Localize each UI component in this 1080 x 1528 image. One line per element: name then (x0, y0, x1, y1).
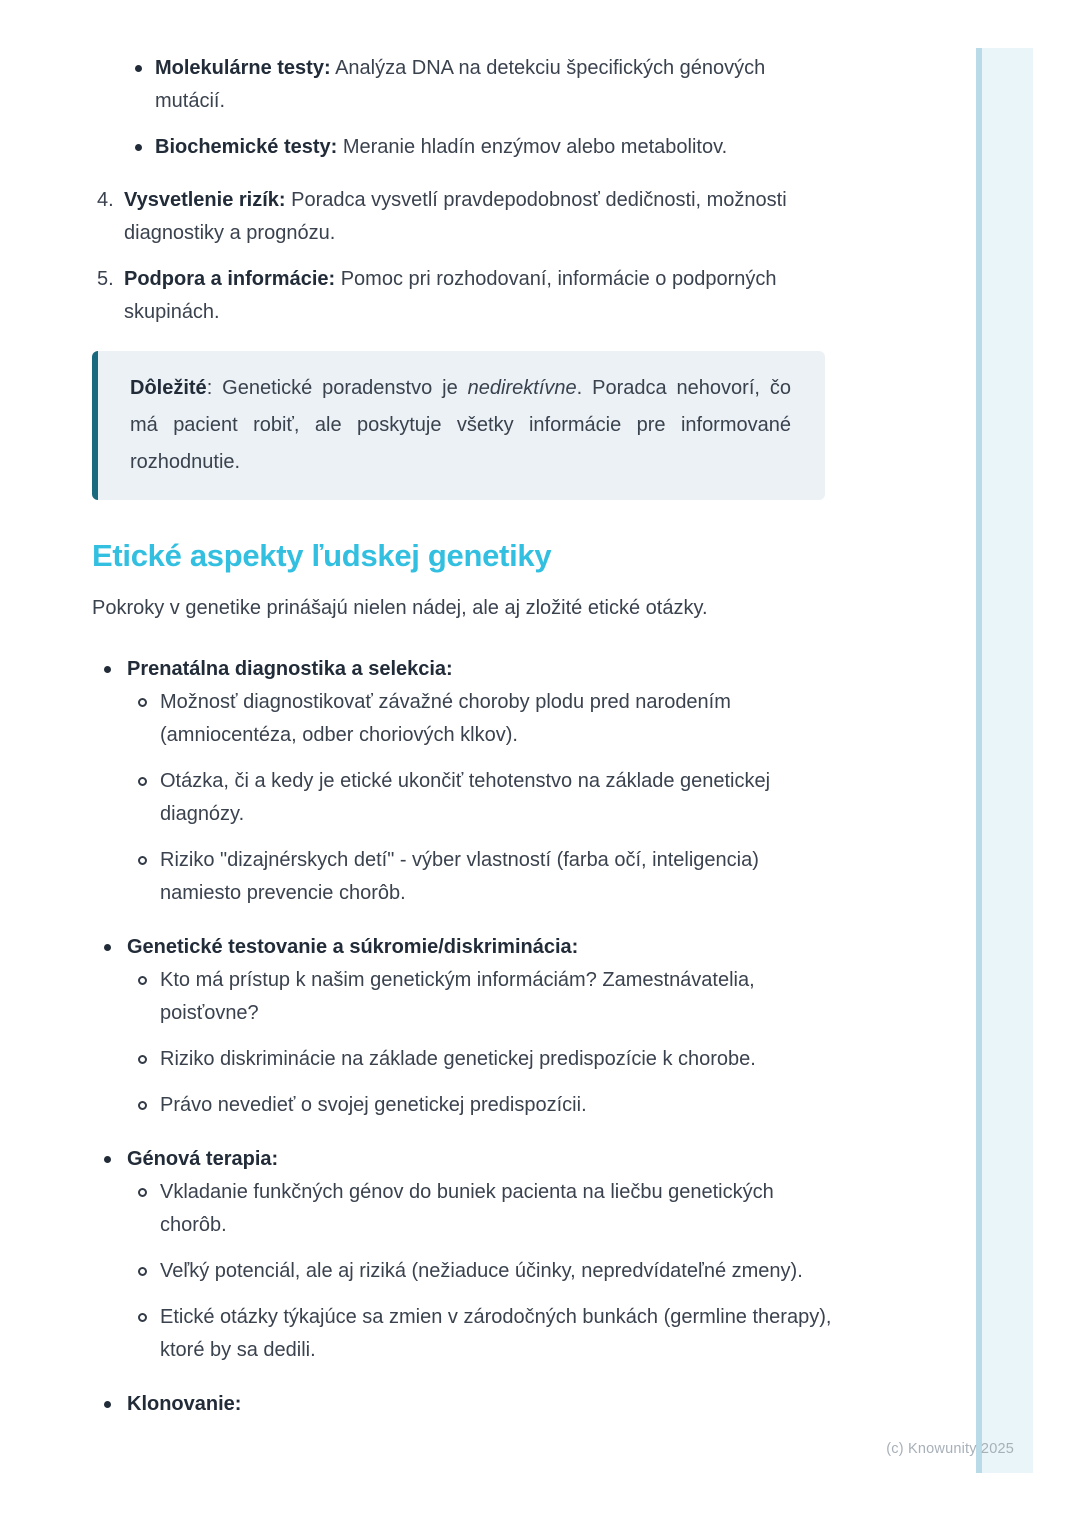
topic-item (92, 653, 832, 910)
item-number: 5. (97, 268, 114, 290)
bullet-dot-icon (104, 1156, 111, 1163)
callout-label: Dôležité (130, 377, 207, 399)
bullet-circle-icon (138, 698, 147, 707)
subpoint-item (92, 686, 832, 752)
subpoint-item (92, 765, 832, 831)
topic-title-text: Génová terapia: (127, 1148, 279, 1170)
subpoint-item (92, 1043, 832, 1076)
section-heading: Etické aspekty ľudskej genetiky (92, 538, 552, 573)
bullet-dot-icon (135, 65, 142, 72)
callout-body: : Genetické poradenstvo je (206, 377, 468, 399)
topic-title-text: Prenatálna diagnostika a selekcia: (127, 658, 453, 680)
topic-subpoints (92, 1176, 832, 1367)
counseling-steps-list (92, 184, 832, 329)
subpoint-text: Právo nevedieť o svojej genetickej predispozícii. (160, 1094, 587, 1116)
bullet-circle-icon (138, 1188, 147, 1197)
subpoint-item (92, 844, 832, 910)
topic-subpoints (92, 964, 832, 1122)
list-item-text (155, 131, 832, 164)
numbered-item (92, 184, 832, 250)
topic-title-text: Klonovanie: (127, 1393, 242, 1415)
topic-item (92, 931, 832, 1122)
item-number: 4. (97, 189, 114, 211)
topic-title (92, 1388, 832, 1421)
subpoint-text: Kto má prístup k našim genetickým informáciám? Zamestnávatelia, poisťovne? (160, 969, 755, 1024)
subpoint-text: Možnosť diagnostikovať závažné choroby plodu pred narodením (amniocentéza, odber choriových klkov). (160, 691, 731, 746)
document-page (92, 0, 832, 1421)
bullet-dot-icon (104, 944, 111, 951)
list-item-text (155, 52, 832, 118)
subpoint-item (92, 1255, 832, 1288)
list-item (92, 131, 832, 164)
subpoint-text: Vkladanie funkčných génov do buniek pacienta na liečbu genetických chorôb. (160, 1181, 774, 1236)
numbered-item (92, 263, 832, 329)
bullet-circle-icon (138, 1101, 147, 1110)
bullet-dot-icon (104, 1401, 111, 1408)
subpoint-item (92, 1089, 832, 1122)
subpoint-item (92, 1176, 832, 1242)
bullet-circle-icon (138, 777, 147, 786)
list-item-label: Vysvetlenie rizík: (124, 189, 286, 211)
copyright-notice: (c) Knowunity 2025 (886, 1441, 1014, 1457)
list-item-text (124, 184, 832, 250)
list-item-body: Meranie hladín enzýmov alebo metabolitov. (337, 136, 728, 158)
bullet-circle-icon (138, 856, 147, 865)
list-item-body: Poradca vysvetlí pravdepodobnosť dedičnosti, možnosti diagnostiky a prognózu. (124, 189, 787, 244)
list-item-text (124, 263, 832, 329)
list-item-body: Analýza DNA na detekciu špecifických génových mutácií. (155, 57, 766, 112)
callout-italic-term: nedirektívne (467, 377, 577, 399)
topic-title (92, 653, 832, 686)
topic-item (92, 1388, 832, 1421)
topic-title (92, 1143, 832, 1176)
callout-body: . Poradca nehovorí, čo má pacient robiť, ale poskytuje všetky informácie pre informované rozhodnutie. (130, 377, 791, 473)
ethics-topics-list (92, 653, 832, 1421)
subpoint-text: Veľký potenciál, ale aj riziká (nežiaduce účinky, nepredvídateľné zmeny). (160, 1260, 803, 1282)
list-item-label: Molekulárne testy: (155, 57, 331, 79)
list-item-label: Biochemické testy: (155, 136, 338, 158)
callout-box (92, 351, 825, 500)
topic-subpoints (92, 686, 832, 910)
section-intro: Pokroky v genetike prinášajú nielen nádej, ale aj zložité etické otázky. (92, 597, 708, 619)
bullet-dot-icon (135, 144, 142, 151)
list-item-body: Pomoc pri rozhodovaní, informácie o podporných skupinách. (124, 268, 777, 323)
topic-title-text: Genetické testovanie a súkromie/diskriminácia: (127, 936, 579, 958)
subpoint-item (92, 964, 832, 1030)
test-types-list (92, 52, 832, 164)
bullet-circle-icon (138, 1267, 147, 1276)
subpoint-text: Riziko diskriminácie na základe genetickej predispozície k chorobe. (160, 1048, 756, 1070)
callout-text (130, 370, 791, 481)
bullet-circle-icon (138, 1055, 147, 1064)
bullet-circle-icon (138, 1313, 147, 1322)
bullet-circle-icon (138, 976, 147, 985)
decorative-side-strip (976, 48, 1033, 1473)
topic-title (92, 931, 832, 964)
list-item-label: Podpora a informácie: (124, 268, 336, 290)
list-item (92, 52, 832, 118)
bullet-dot-icon (104, 666, 111, 673)
subpoint-text: Riziko "dizajnérskych detí" - výber vlastností (farba očí, inteligencia) namiesto prevencie chorôb. (160, 849, 759, 904)
subpoint-text: Etické otázky týkajúce sa zmien v zárodočných bunkách (germline therapy), ktoré by sa dedili. (160, 1306, 832, 1361)
topic-item (92, 1143, 832, 1367)
subpoint-item (92, 1301, 832, 1367)
subpoint-text: Otázka, či a kedy je etické ukončiť tehotenstvo na základe genetickej diagnózy. (160, 770, 771, 825)
